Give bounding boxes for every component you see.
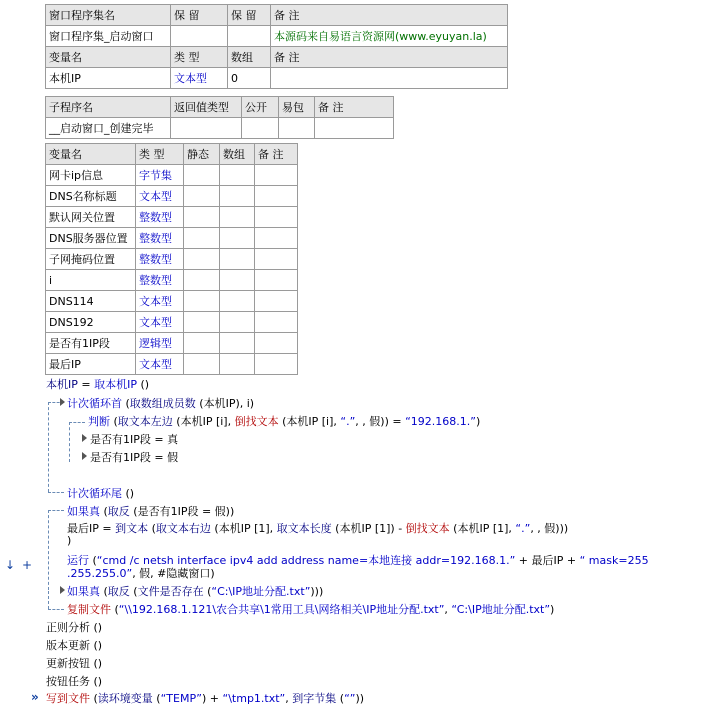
var-remark-header: 备 注 bbox=[271, 47, 508, 68]
code-token: , , 假))) bbox=[530, 522, 569, 535]
code-token: ( bbox=[148, 522, 156, 535]
reserved-header-2: 保 留 bbox=[228, 5, 271, 26]
code-token: , , 假)) = bbox=[355, 415, 406, 428]
code-token: , bbox=[444, 603, 452, 616]
loop-arrow-icon bbox=[60, 398, 65, 406]
code-token: + 最后IP + bbox=[515, 554, 580, 567]
local-var-remark[interactable] bbox=[255, 354, 298, 375]
local-var-static[interactable] bbox=[184, 291, 220, 312]
code-token: () bbox=[122, 487, 135, 500]
loop-guide-bottom bbox=[48, 492, 64, 493]
local-var-remark[interactable] bbox=[255, 186, 298, 207]
local-var-remark[interactable] bbox=[255, 312, 298, 333]
code-token: ))) bbox=[310, 585, 324, 598]
code-line-9-cont[interactable] bbox=[67, 565, 708, 581]
remark-header: 备 注 bbox=[271, 5, 508, 26]
code-token: , 假, #隐藏窗口) bbox=[132, 567, 215, 580]
code-token: ( bbox=[203, 585, 212, 598]
local-var-name[interactable]: i bbox=[46, 270, 136, 291]
code-token: “” bbox=[344, 692, 356, 705]
code-token: = bbox=[77, 378, 95, 391]
local-var-array[interactable] bbox=[220, 249, 255, 270]
local-var-type[interactable]: 整数型 bbox=[136, 270, 184, 291]
local-var-static[interactable] bbox=[184, 186, 220, 207]
assembly-name-header: 窗口程序集名 bbox=[46, 5, 171, 26]
code-token: ( bbox=[336, 692, 345, 705]
local-var-name[interactable]: 是否有1IP段 bbox=[46, 333, 136, 354]
table-row[interactable] bbox=[46, 312, 298, 333]
code-token: (本机IP [1], bbox=[449, 522, 516, 535]
local-var-remark[interactable] bbox=[255, 207, 298, 228]
table-row[interactable] bbox=[46, 228, 298, 249]
local-var-remark[interactable] bbox=[255, 228, 298, 249]
down-arrow-icon[interactable]: ↓ bbox=[5, 558, 16, 572]
table-row[interactable] bbox=[46, 249, 298, 270]
sub-remark-header: 备 注 bbox=[315, 97, 394, 118]
local-var-type[interactable]: 逻辑型 bbox=[136, 333, 184, 354]
sub-remark-cell[interactable] bbox=[315, 118, 394, 139]
local-var-static[interactable] bbox=[184, 207, 220, 228]
code-token: 写到文件 bbox=[46, 692, 90, 705]
code-token: ( bbox=[111, 603, 119, 616]
assembly-name-cell[interactable]: 窗口程序集_启动窗口 bbox=[46, 26, 171, 47]
local-var-name[interactable]: DNS192 bbox=[46, 312, 136, 333]
code-token: (本机IP [1]) - bbox=[331, 522, 406, 535]
local-var-type[interactable]: 整数型 bbox=[136, 207, 184, 228]
code-token: ) + bbox=[202, 692, 223, 705]
judge-else-arrow-icon bbox=[82, 452, 87, 460]
table-row[interactable] bbox=[46, 354, 298, 375]
iftrue2-guide-line bbox=[48, 591, 49, 609]
local-var-name[interactable]: 子网掩码位置 bbox=[46, 249, 136, 270]
local-var-array[interactable] bbox=[220, 207, 255, 228]
code-token: 倒找文本 bbox=[234, 415, 279, 428]
var-array-header: 数组 bbox=[228, 47, 271, 68]
local-var-static[interactable] bbox=[184, 312, 220, 333]
subroutine-table bbox=[45, 96, 394, 139]
local-var-type[interactable]: 文本型 bbox=[136, 354, 184, 375]
code-line-6[interactable] bbox=[67, 485, 708, 501]
judge-guide-top bbox=[69, 422, 85, 423]
code-token: 到字节集 bbox=[292, 692, 337, 705]
ifture-guide-line bbox=[48, 510, 49, 590]
code-token: 计次循环尾 bbox=[67, 487, 122, 500]
local-var-remark[interactable] bbox=[255, 249, 298, 270]
code-token: “\\192.168.1.121\农合共享\1常用工具\网络相关\IP地址分配.txt” bbox=[118, 603, 445, 616]
return-type-cell[interactable] bbox=[171, 118, 242, 139]
var-type-cell[interactable]: 文本型 bbox=[171, 68, 228, 89]
code-token: ( bbox=[100, 505, 108, 518]
code-token: 如果真 bbox=[67, 505, 100, 518]
code-token: 取文本左边 bbox=[117, 415, 173, 428]
sub-name-header: 子程序名 bbox=[46, 97, 171, 118]
code-line-8-cont[interactable]: ) bbox=[67, 534, 72, 547]
code-token: “C:\IP地址分配.txt” bbox=[451, 603, 551, 616]
local-var-name[interactable]: DNS名称标题 bbox=[46, 186, 136, 207]
code-token: “ mask=255 bbox=[579, 554, 649, 567]
local-var-static[interactable] bbox=[184, 270, 220, 291]
code-line-3[interactable] bbox=[88, 413, 708, 429]
return-type-header: 返回值类型 bbox=[171, 97, 242, 118]
code-token: “C:\IP地址分配.txt” bbox=[211, 585, 311, 598]
ebao-header: 易包 bbox=[279, 97, 315, 118]
public-header: 公开 bbox=[242, 97, 279, 118]
table-row[interactable] bbox=[46, 270, 298, 291]
var-name-header: 变量名 bbox=[46, 47, 171, 68]
code-token: ( bbox=[122, 397, 130, 410]
local-var-type[interactable]: 字节集 bbox=[136, 165, 184, 186]
local-var-static[interactable] bbox=[184, 228, 220, 249]
reserved-cell-1[interactable] bbox=[171, 26, 228, 47]
local-var-type[interactable]: 文本型 bbox=[136, 186, 184, 207]
local-var-name[interactable]: DNS服务器位置 bbox=[46, 228, 136, 249]
local-var-remark[interactable] bbox=[255, 291, 298, 312]
judge-guide-line bbox=[69, 422, 70, 462]
local-var-name-header: 变量名 bbox=[46, 144, 136, 165]
code-line-4[interactable]: 是否有1IP段 = 真 bbox=[90, 433, 179, 446]
code-token: 本机IP bbox=[46, 378, 78, 391]
code-token: “cmd /c netsh interface ipv4 add address name=本地连接 addr=192.168.1.” bbox=[96, 554, 516, 567]
local-var-remark[interactable] bbox=[255, 333, 298, 354]
code-line-12[interactable]: 正则分析 () bbox=[46, 621, 103, 634]
code-line-13[interactable]: 版本更新 () bbox=[46, 639, 103, 652]
code-token: “192.168.1.” bbox=[405, 415, 476, 428]
iftrue-guide-top bbox=[48, 510, 64, 511]
table-row[interactable] bbox=[46, 291, 298, 312]
code-token: ) bbox=[475, 415, 481, 428]
expand-plus-icon[interactable]: + bbox=[22, 558, 33, 572]
code-token: 取反 bbox=[107, 585, 130, 598]
code-token: 文件是否存在 bbox=[137, 585, 204, 598]
iftrue2-guide-bottom bbox=[48, 609, 64, 610]
reserved-header-1: 保 留 bbox=[171, 5, 228, 26]
local-var-array[interactable] bbox=[220, 186, 255, 207]
code-token: ) bbox=[550, 603, 555, 616]
code-token: 读环境变量 bbox=[97, 692, 153, 705]
code-token: 取本机IP bbox=[94, 378, 137, 391]
table-row[interactable] bbox=[46, 186, 298, 207]
local-var-array[interactable] bbox=[220, 333, 255, 354]
code-token: 如果真 bbox=[67, 585, 100, 598]
local-var-static[interactable] bbox=[184, 354, 220, 375]
local-var-static[interactable] bbox=[184, 249, 220, 270]
local-var-name[interactable]: 网卡ip信息 bbox=[46, 165, 136, 186]
code-token: (本机IP), i) bbox=[195, 397, 255, 410]
remark-cell[interactable]: 本源码来自易语言资源网(www.eyuyan.la) bbox=[271, 26, 508, 47]
code-token: 取反 bbox=[107, 505, 130, 518]
code-line-14[interactable]: 更新按钮 () bbox=[46, 657, 103, 670]
local-vars-table bbox=[45, 143, 298, 375]
local-var-type[interactable]: 整数型 bbox=[136, 228, 184, 249]
code-token: “.” bbox=[515, 522, 531, 535]
code-token: 判断 bbox=[88, 415, 110, 428]
ebao-cell[interactable] bbox=[279, 118, 315, 139]
code-token: ( bbox=[90, 692, 98, 705]
table-row[interactable] bbox=[46, 165, 298, 186]
local-var-static[interactable] bbox=[184, 333, 220, 354]
sub-name-cell[interactable]: __启动窗口_创建完毕 bbox=[46, 118, 171, 139]
local-var-array[interactable] bbox=[220, 270, 255, 291]
code-token: 取文本右边 bbox=[155, 522, 211, 535]
code-token: = bbox=[98, 522, 116, 535]
assembly-table bbox=[45, 4, 508, 89]
code-token: 运行 bbox=[67, 554, 89, 567]
code-token: .255.255.0” bbox=[67, 567, 133, 580]
code-token: 最后IP bbox=[67, 522, 99, 535]
local-var-type-header: 类 型 bbox=[136, 144, 184, 165]
local-var-type[interactable]: 文本型 bbox=[136, 312, 184, 333]
code-line-11[interactable] bbox=[67, 601, 708, 617]
code-line-15[interactable]: 按钮任务 () bbox=[46, 675, 103, 688]
local-var-name[interactable]: 最后IP bbox=[46, 354, 136, 375]
code-line-1[interactable] bbox=[46, 376, 701, 392]
local-var-array-header: 数组 bbox=[220, 144, 255, 165]
code-token: ( bbox=[129, 585, 138, 598]
code-token: )) bbox=[355, 692, 365, 705]
code-line-2[interactable] bbox=[67, 395, 708, 411]
code-token: ( bbox=[152, 692, 161, 705]
local-var-remark[interactable] bbox=[255, 270, 298, 291]
public-cell[interactable] bbox=[242, 118, 279, 139]
local-var-name[interactable]: 默认网关位置 bbox=[46, 207, 136, 228]
code-token: ( bbox=[110, 415, 118, 428]
code-token: “TEMP” bbox=[160, 692, 202, 705]
code-token: 倒找文本 bbox=[405, 522, 450, 535]
var-type-header: 类 型 bbox=[171, 47, 228, 68]
code-token: (是否有1IP段 = 假)) bbox=[129, 505, 235, 518]
code-line-7[interactable] bbox=[67, 503, 708, 519]
table-row[interactable] bbox=[46, 207, 298, 228]
table-row[interactable] bbox=[46, 333, 298, 354]
current-line-arrow-icon: » bbox=[31, 690, 39, 704]
local-var-static[interactable] bbox=[184, 165, 220, 186]
code-line-5[interactable]: 是否有1IP段 = 假 bbox=[90, 451, 179, 464]
code-token: 到文本 bbox=[115, 522, 149, 535]
var-name-cell[interactable]: 本机IP bbox=[46, 68, 171, 89]
code-line-16[interactable] bbox=[46, 690, 701, 706]
local-var-type[interactable]: 整数型 bbox=[136, 249, 184, 270]
var-remark-cell[interactable] bbox=[271, 68, 508, 89]
code-token: () bbox=[137, 378, 150, 391]
local-var-array[interactable] bbox=[220, 312, 255, 333]
code-token: ( bbox=[89, 554, 97, 567]
code-token: 取数组成员数 bbox=[129, 397, 196, 410]
code-token: 计次循环首 bbox=[67, 397, 122, 410]
local-var-remark[interactable] bbox=[255, 165, 298, 186]
code-token: “\tmp1.txt” bbox=[222, 692, 286, 705]
judge-arrow-icon bbox=[82, 434, 87, 442]
code-token: (本机IP [i], bbox=[278, 415, 341, 428]
code-line-10[interactable] bbox=[67, 583, 708, 599]
iftrue-arrow-icon bbox=[60, 586, 65, 594]
code-token: “.” bbox=[340, 415, 356, 428]
code-token: 取文本长度 bbox=[276, 522, 332, 535]
local-var-array[interactable] bbox=[220, 291, 255, 312]
local-var-static-header: 静态 bbox=[184, 144, 220, 165]
loop-guide-line bbox=[48, 402, 49, 492]
var-array-cell[interactable]: 0 bbox=[228, 68, 271, 89]
local-var-type[interactable]: 文本型 bbox=[136, 291, 184, 312]
local-var-remark-header: 备 注 bbox=[255, 144, 298, 165]
local-var-array[interactable] bbox=[220, 228, 255, 249]
local-var-name[interactable]: DNS114 bbox=[46, 291, 136, 312]
code-token: ( bbox=[100, 585, 108, 598]
local-var-array[interactable] bbox=[220, 354, 255, 375]
code-token: (本机IP [i], bbox=[172, 415, 235, 428]
reserved-cell-2[interactable] bbox=[228, 26, 271, 47]
local-var-array[interactable] bbox=[220, 165, 255, 186]
code-token: , bbox=[285, 692, 293, 705]
code-token: 复制文件 bbox=[67, 603, 111, 616]
code-token: (本机IP [1], bbox=[210, 522, 277, 535]
